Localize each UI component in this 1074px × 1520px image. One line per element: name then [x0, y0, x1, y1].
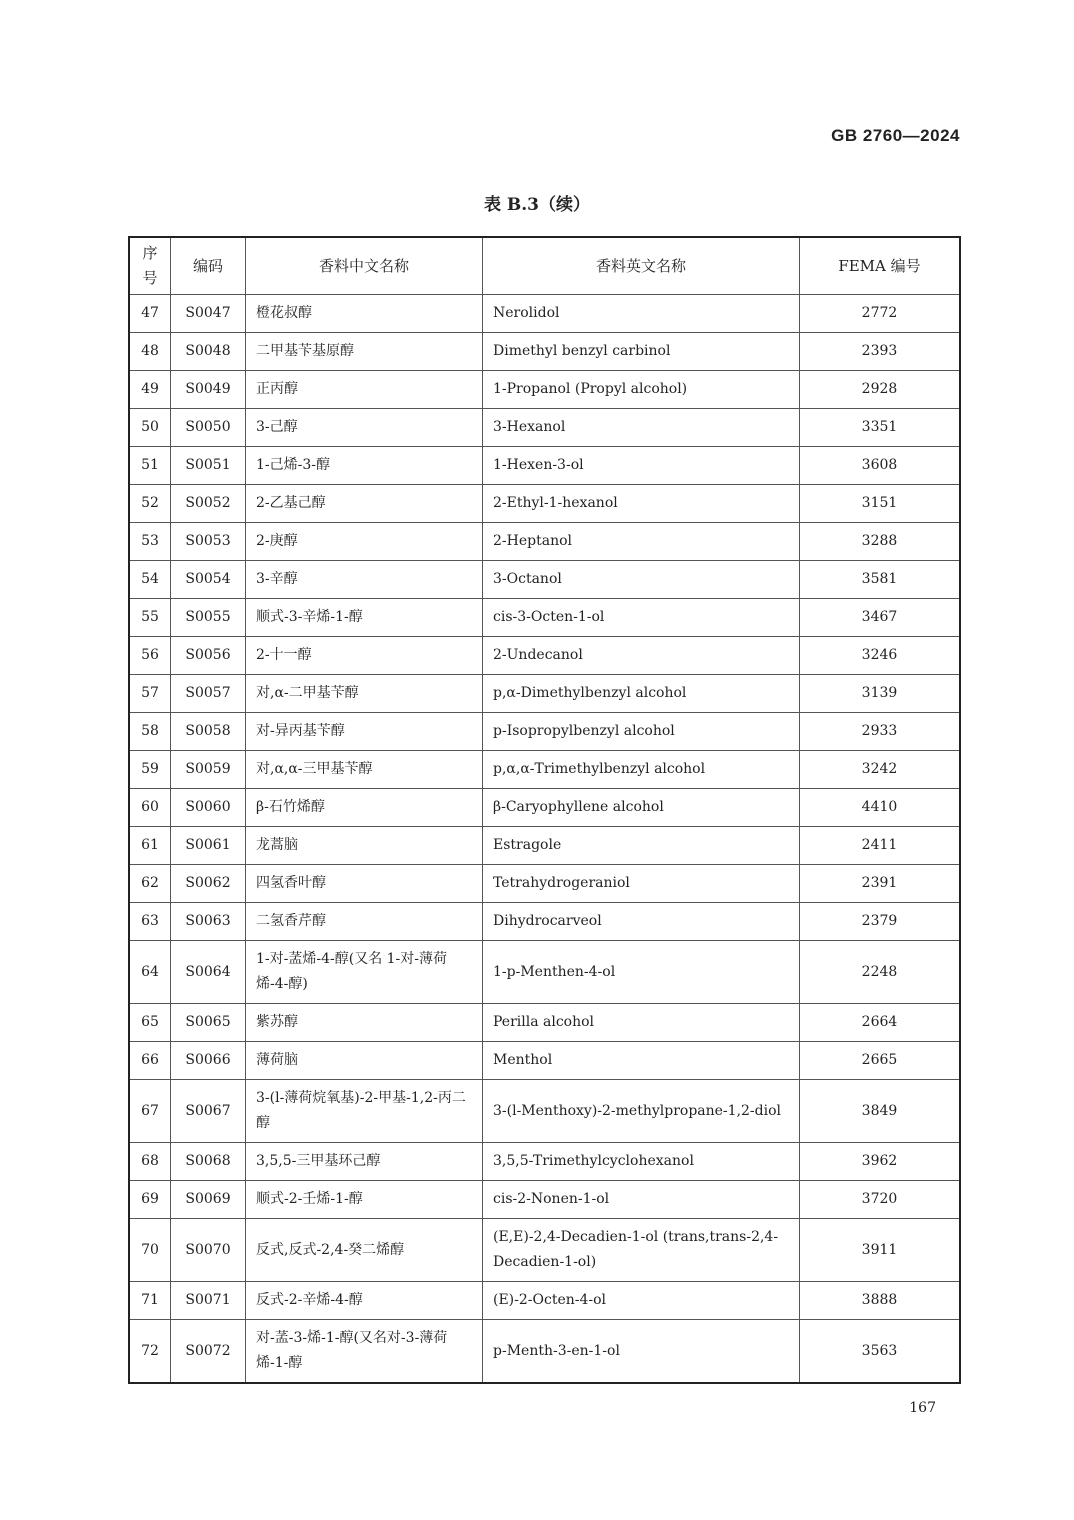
- table-title: 表 B.3（续）: [483, 195, 591, 215]
- col-header-cn-name: 香料中文名称: [246, 237, 483, 295]
- cell-fema: 2411: [800, 827, 961, 865]
- cell-fema: 3563: [800, 1320, 961, 1384]
- cell-cn-name: 橙花叔醇: [246, 295, 483, 333]
- table-row: [129, 1181, 960, 1219]
- table-row: [129, 1004, 960, 1042]
- cell-fema: 3288: [800, 523, 961, 561]
- cell-fema: 3351: [800, 409, 961, 447]
- cell-fema: 2248: [800, 941, 961, 1004]
- cell-code: S0066: [171, 1042, 246, 1080]
- cell-en-name: p,α-Dimethylbenzyl alcohol: [483, 675, 800, 713]
- cell-fema: 3139: [800, 675, 961, 713]
- cell-no: 49: [129, 371, 171, 409]
- col-header-code: 编码: [171, 237, 246, 295]
- table-row: [129, 447, 960, 485]
- cell-cn-name: 紫苏醇: [246, 1004, 483, 1042]
- table-row: [129, 1143, 960, 1181]
- cell-no: 58: [129, 713, 171, 751]
- cell-fema: 2379: [800, 903, 961, 941]
- cell-fema: 3888: [800, 1282, 961, 1320]
- cell-en-name: cis-3-Octen-1-ol: [483, 599, 800, 637]
- cell-no: 51: [129, 447, 171, 485]
- flavoring-table: [128, 236, 961, 1384]
- cell-cn-name: 2-乙基己醇: [246, 485, 483, 523]
- cell-code: S0058: [171, 713, 246, 751]
- cell-cn-name: 薄荷脑: [246, 1042, 483, 1080]
- cell-code: S0051: [171, 447, 246, 485]
- cell-en-name: Dihydrocarveol: [483, 903, 800, 941]
- table-row: [129, 751, 960, 789]
- cell-no: 48: [129, 333, 171, 371]
- cell-fema: 3849: [800, 1080, 961, 1143]
- cell-cn-name: 2-十一醇: [246, 637, 483, 675]
- cell-no: 68: [129, 1143, 171, 1181]
- col-header-fema: FEMA 编号: [800, 237, 961, 295]
- cell-no: 66: [129, 1042, 171, 1080]
- cell-en-name: 1-Hexen-3-ol: [483, 447, 800, 485]
- table-row: [129, 409, 960, 447]
- cell-en-name: Perilla alcohol: [483, 1004, 800, 1042]
- table-row: [129, 333, 960, 371]
- cell-en-name: 1-Propanol (Propyl alcohol): [483, 371, 800, 409]
- cell-fema: 4410: [800, 789, 961, 827]
- cell-cn-name: 对,α-二甲基苄醇: [246, 675, 483, 713]
- cell-code: S0068: [171, 1143, 246, 1181]
- cell-no: 59: [129, 751, 171, 789]
- cell-fema: 3720: [800, 1181, 961, 1219]
- cell-code: S0065: [171, 1004, 246, 1042]
- table-row: [129, 1219, 960, 1282]
- cell-cn-name: 3-(l-薄荷烷氧基)-2-甲基-1,2-丙二醇: [246, 1080, 483, 1143]
- cell-cn-name: 3-己醇: [246, 409, 483, 447]
- table-row: [129, 599, 960, 637]
- cell-fema: 2933: [800, 713, 961, 751]
- table-row: [129, 1282, 960, 1320]
- cell-no: 63: [129, 903, 171, 941]
- cell-cn-name: 1-己烯-3-醇: [246, 447, 483, 485]
- cell-cn-name: 对-异丙基苄醇: [246, 713, 483, 751]
- cell-cn-name: 反式,反式-2,4-癸二烯醇: [246, 1219, 483, 1282]
- cell-en-name: cis-2-Nonen-1-ol: [483, 1181, 800, 1219]
- table-row: [129, 637, 960, 675]
- table-row: [129, 941, 960, 1004]
- cell-fema: 2664: [800, 1004, 961, 1042]
- table-row: [129, 1042, 960, 1080]
- col-header-no: 序号: [129, 237, 171, 295]
- cell-code: S0070: [171, 1219, 246, 1282]
- cell-no: 64: [129, 941, 171, 1004]
- cell-fema: 3962: [800, 1143, 961, 1181]
- cell-code: S0072: [171, 1320, 246, 1384]
- cell-cn-name: 二氢香芹醇: [246, 903, 483, 941]
- cell-en-name: (E)-2-Octen-4-ol: [483, 1282, 800, 1320]
- cell-no: 62: [129, 865, 171, 903]
- cell-code: S0063: [171, 903, 246, 941]
- cell-en-name: 3-Hexanol: [483, 409, 800, 447]
- cell-code: S0061: [171, 827, 246, 865]
- cell-cn-name: 1-对-䓝烯-4-醇(又名 1-对-薄荷烯-4-醇): [246, 941, 483, 1004]
- cell-code: S0054: [171, 561, 246, 599]
- cell-code: S0048: [171, 333, 246, 371]
- cell-en-name: 2-Undecanol: [483, 637, 800, 675]
- cell-fema: 3911: [800, 1219, 961, 1282]
- cell-en-name: p-Isopropylbenzyl alcohol: [483, 713, 800, 751]
- table-row: [129, 865, 960, 903]
- cell-en-name: 1-p-Menthen-4-ol: [483, 941, 800, 1004]
- cell-en-name: p-Menth-3-en-1-ol: [483, 1320, 800, 1384]
- cell-code: S0071: [171, 1282, 246, 1320]
- cell-cn-name: β-石竹烯醇: [246, 789, 483, 827]
- cell-fema: 3581: [800, 561, 961, 599]
- cell-no: 55: [129, 599, 171, 637]
- cell-code: S0056: [171, 637, 246, 675]
- cell-code: S0049: [171, 371, 246, 409]
- page-number: 167: [909, 1400, 936, 1416]
- cell-en-name: (E,E)-2,4-Decadien-1-ol (trans,trans-2,4-Decadien-1-ol): [483, 1219, 800, 1282]
- cell-en-name: 3-Octanol: [483, 561, 800, 599]
- table-row: [129, 789, 960, 827]
- cell-cn-name: 四氢香叶醇: [246, 865, 483, 903]
- cell-en-name: β-Caryophyllene alcohol: [483, 789, 800, 827]
- cell-fema: 3467: [800, 599, 961, 637]
- cell-fema: 2393: [800, 333, 961, 371]
- cell-en-name: 2-Ethyl-1-hexanol: [483, 485, 800, 523]
- cell-fema: 2665: [800, 1042, 961, 1080]
- table-row: [129, 1320, 960, 1384]
- cell-code: S0053: [171, 523, 246, 561]
- cell-no: 71: [129, 1282, 171, 1320]
- cell-no: 67: [129, 1080, 171, 1143]
- cell-no: 69: [129, 1181, 171, 1219]
- table-row: [129, 485, 960, 523]
- cell-en-name: Menthol: [483, 1042, 800, 1080]
- standard-code: GB 2760—2024: [831, 126, 960, 145]
- table-row: [129, 1080, 960, 1143]
- cell-fema: 2928: [800, 371, 961, 409]
- table-row: [129, 903, 960, 941]
- cell-en-name: 3-(l-Menthoxy)-2-methylpropane-1,2-diol: [483, 1080, 800, 1143]
- cell-en-name: p,α,α-Trimethylbenzyl alcohol: [483, 751, 800, 789]
- cell-cn-name: 3-辛醇: [246, 561, 483, 599]
- cell-code: S0062: [171, 865, 246, 903]
- cell-no: 52: [129, 485, 171, 523]
- cell-no: 54: [129, 561, 171, 599]
- cell-no: 50: [129, 409, 171, 447]
- table-row: [129, 523, 960, 561]
- cell-cn-name: 对-䓝-3-烯-1-醇(又名对-3-薄荷烯-1-醇: [246, 1320, 483, 1384]
- cell-cn-name: 龙蒿脑: [246, 827, 483, 865]
- cell-code: S0060: [171, 789, 246, 827]
- col-header-en-name: 香料英文名称: [483, 237, 800, 295]
- cell-en-name: Nerolidol: [483, 295, 800, 333]
- cell-cn-name: 对,α,α-三甲基苄醇: [246, 751, 483, 789]
- cell-en-name: Dimethyl benzyl carbinol: [483, 333, 800, 371]
- cell-code: S0055: [171, 599, 246, 637]
- cell-cn-name: 3,5,5-三甲基环己醇: [246, 1143, 483, 1181]
- cell-cn-name: 反式-2-辛烯-4-醇: [246, 1282, 483, 1320]
- cell-cn-name: 正丙醇: [246, 371, 483, 409]
- cell-code: S0057: [171, 675, 246, 713]
- cell-code: S0064: [171, 941, 246, 1004]
- cell-code: S0069: [171, 1181, 246, 1219]
- cell-code: S0052: [171, 485, 246, 523]
- cell-fema: 3151: [800, 485, 961, 523]
- cell-en-name: Estragole: [483, 827, 800, 865]
- cell-en-name: 3,5,5-Trimethylcyclohexanol: [483, 1143, 800, 1181]
- cell-en-name: 2-Heptanol: [483, 523, 800, 561]
- cell-cn-name: 二甲基苄基原醇: [246, 333, 483, 371]
- cell-no: 47: [129, 295, 171, 333]
- cell-code: S0059: [171, 751, 246, 789]
- cell-no: 70: [129, 1219, 171, 1282]
- cell-no: 56: [129, 637, 171, 675]
- cell-no: 72: [129, 1320, 171, 1384]
- cell-no: 53: [129, 523, 171, 561]
- cell-no: 60: [129, 789, 171, 827]
- cell-cn-name: 2-庚醇: [246, 523, 483, 561]
- cell-fema: 2772: [800, 295, 961, 333]
- table-row: [129, 295, 960, 333]
- cell-code: S0050: [171, 409, 246, 447]
- cell-code: S0067: [171, 1080, 246, 1143]
- table-row: [129, 713, 960, 751]
- cell-en-name: Tetrahydrogeraniol: [483, 865, 800, 903]
- cell-no: 57: [129, 675, 171, 713]
- cell-fema: 2391: [800, 865, 961, 903]
- cell-no: 65: [129, 1004, 171, 1042]
- table-row: [129, 371, 960, 409]
- cell-cn-name: 顺式-2-壬烯-1-醇: [246, 1181, 483, 1219]
- cell-fema: 3608: [800, 447, 961, 485]
- table-row: [129, 827, 960, 865]
- cell-cn-name: 顺式-3-辛烯-1-醇: [246, 599, 483, 637]
- table-row: [129, 561, 960, 599]
- table-header-row: [129, 237, 960, 295]
- cell-fema: 3246: [800, 637, 961, 675]
- cell-no: 61: [129, 827, 171, 865]
- cell-code: S0047: [171, 295, 246, 333]
- cell-fema: 3242: [800, 751, 961, 789]
- table-row: [129, 675, 960, 713]
